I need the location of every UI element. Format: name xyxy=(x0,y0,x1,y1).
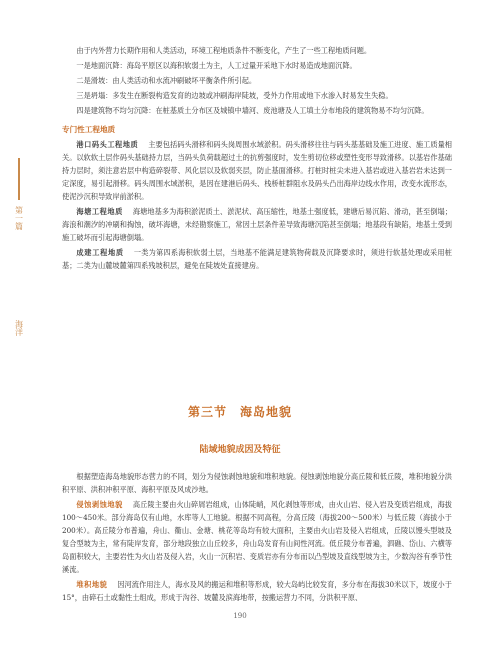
special-item-text: 海塘地基多为海积淤泥质土、淤泥状、高压缩性，地基土强度低，建塘后易沉陷、滑动，甚至倒塌；海浪和潮汐的冲刷和掏蚀，破坏海塘，未经勘察施工，常因土层条件差导致海塘沉陷甚至倒塌；地基段有缺陷，地基土受到施工破坏而引起海塘倒塌。 xyxy=(62,207,452,242)
intro-line: 二是滑坡：由人类活动和水流冲刷破坏平衡条件所引起。 xyxy=(76,76,257,85)
section-paragraph-term: 堆积地貌 xyxy=(76,580,108,589)
intro-line: 三是坍塌：多发生在断裂构造发育的边坡或冲刷海岸陡坡，受外力作用或地下水渗入时易发生失稳。 xyxy=(76,91,393,100)
section-paragraph-text: 根据塑造海岛地貌形态营力的不同，划分为侵蚀剥蚀地貌和堆积地貌。侵蚀剥蚀地貌分高丘陵和低丘陵，堆积地貌分洪积平原、洪积冲积平原、海积平原及风成沙地。 xyxy=(62,472,452,494)
upper-content xyxy=(62,44,452,274)
special-item-text: 主要包括码头滑移和码头岗周围水域淤积。码头滑移往往与码头基基础及施工进度、施工质量相关。以软软土层作码头基础持力层，当码头负荷载超过土的抗剪强度时，发生剪切位移或塑性变形导致滑移。以基岩作基础持力层时，须注意岩层中构造碎裂带、风化层以及软弱夹层，防止基面滑移。打桩时桩尖未进入基岩或进入基岩岩未达到一定深度，易引起滑移。码头周围水域淤积，是因在建港后码头、栈桥桩群阻水及码头凸出海岸边线水作用，改变水流形态，使泥沙沉积导致岸前淤积。 xyxy=(62,140,452,201)
side-tab-part: 第一篇 xyxy=(14,206,24,230)
special-heading: 专门性工程地质 xyxy=(62,125,116,134)
sub-title: 陆域地貌成因及特征 xyxy=(199,445,281,455)
lower-content xyxy=(62,470,452,606)
special-item-term: 成建工程地质 xyxy=(76,248,124,257)
section-paragraph-text: 高丘陵主要由火山碎屑岩组成，山体陡峭，风化剥蚀等形成，由火山岩、侵入岩及变质岩组成，海拔100～450米。部分海岛仅有山地，水库等人工地貌。根据不同高程，分高丘陵（海拔200～500米）与低丘陵（海拔小于200米）。高丘陵分布普遍，舟山、衢山、金塘、桃花等岛均有较大面积，主要由火山岩及侵入岩组成，丘陵以馒头型坡及复合型坡为主，常有陡岸发育，部分地段独立山丘较多，舟山岛发育有山间性河流。低丘陵分布普遍，泗礁、岱山、六横等岛面积较大，主要岩性为火山岩及侵入岩，火山一沉积岩、变质岩亦有分布而以凸型坡及直线型坡为主，少数沟谷有季节性溪流。 xyxy=(62,500,452,574)
intro-line: 由于内外营力长期作用和人类活动，环境工程地质条件不断变化，产生了一些工程地质问题。 xyxy=(76,46,372,55)
special-item-term: 港口码头工程地质 xyxy=(76,140,139,149)
section-title: 第三节 海岛地貌 xyxy=(187,405,292,419)
section-paragraph xyxy=(62,578,452,604)
special-item xyxy=(62,246,452,272)
special-item-text: 一类为第四系海积软弱土层，当地基不能满足建筑物荷载及沉降要求时，须进行软基处理或采用桩基；二类为山麓坡麓第四系残坡积层，避免在陡坡处直接建房。 xyxy=(62,248,452,270)
intro-line: 一是地面沉降：海岛平原区以海积软弱土为主，人工过量开采地下水时易造成地面沉降。 xyxy=(76,61,357,70)
special-item-term: 海塘工程地质 xyxy=(76,207,123,216)
side-tab xyxy=(10,158,28,336)
side-tab-bar xyxy=(18,158,20,200)
section-paragraph-text: 因河流作用注人，海水及风的搬运和堆积等形成，较大岛屿比较发育，多分布在海拔30米以下，坡度小于15°，由碎石土或黏性土组成，形成于沟谷、坡麓及滨海地带，按搬运营力不同，分洪积平原、 xyxy=(62,580,452,602)
section-paragraph xyxy=(62,498,452,576)
special-item xyxy=(62,205,452,244)
special-item xyxy=(62,138,452,203)
intro-line: 四是建筑物不均匀沉降：在桩基质土分布区及城镇中墙河、废池塘及人工填土分布地段的建筑物易不均匀沉降。 xyxy=(76,106,429,115)
section-paragraph-term: 侵蚀剥蚀地貌 xyxy=(76,500,123,509)
section-paragraph xyxy=(62,470,452,496)
side-tab-section: 海洋 xyxy=(14,320,24,336)
page-number: 190 xyxy=(233,612,247,620)
